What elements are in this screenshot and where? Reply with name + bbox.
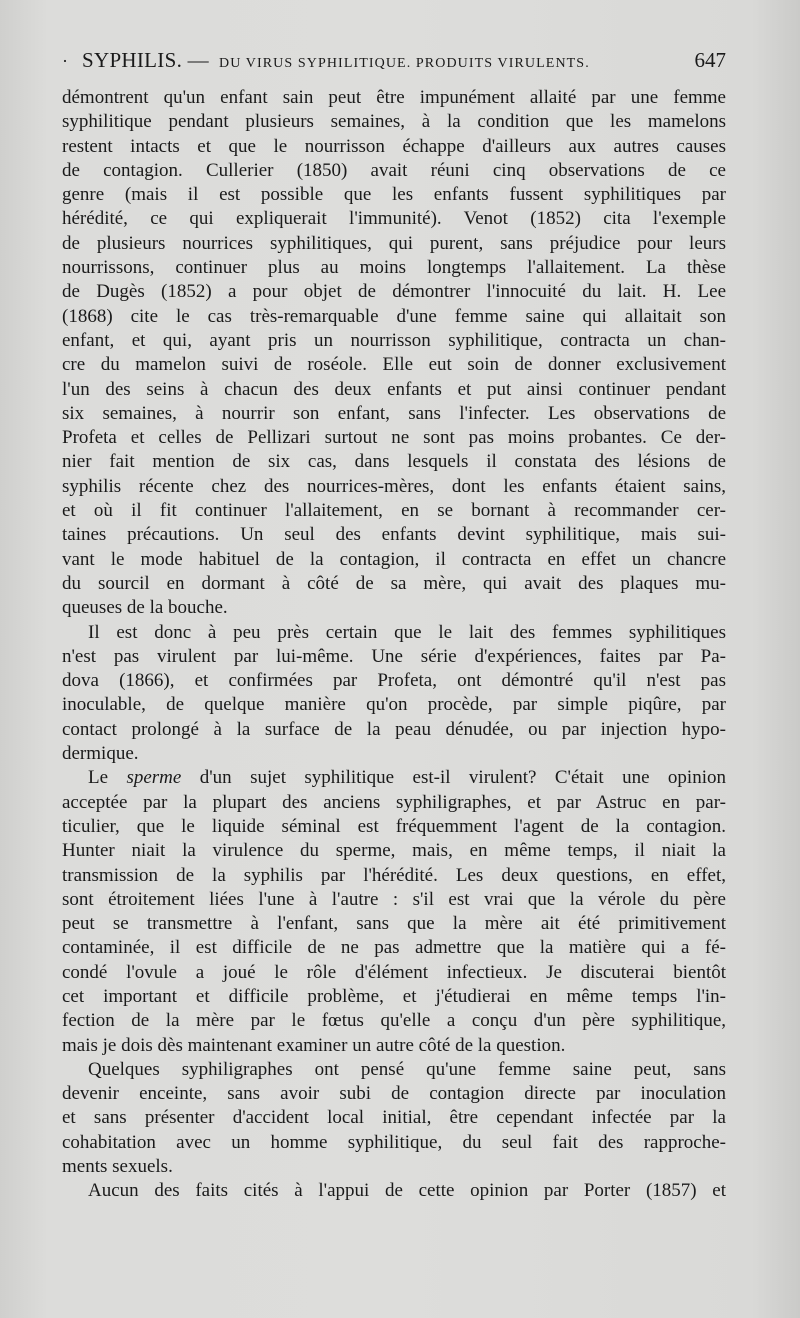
paragraph-1 — [62, 86, 726, 621]
text-line: du sourcil en dormant à côté de sa mère, qui avait des plaques mu- — [62, 572, 726, 594]
text-line: contaminée, il est difficile de ne pas admettre que la matière qui a fé- — [62, 937, 726, 959]
text-line: Quelques syphiligraphes ont pensé qu'une femme saine peut, sans — [88, 1058, 726, 1080]
text-line: n'est pas virulent par lui-même. Une série d'expériences, faites par Pa- — [62, 645, 726, 667]
text-run: Le — [88, 767, 127, 789]
text-line: enfant, et qui, ayant pris un nourrisson syphilitique, contracta un chan- — [62, 329, 726, 351]
emphasis-sperme: sperme — [126, 767, 182, 789]
text-line: nourrissons, continuer plus au moins longtemps l'allaitement. La thèse — [62, 257, 726, 279]
text-line: acceptée par la plupart des anciens syphiligraphes, et par Astruc en par- — [62, 791, 726, 813]
text-line: queuses de la bouche. — [62, 597, 228, 619]
text-line: Profeta et celles de Pellizari surtout ne sont pas moins probantes. Ce der- — [62, 427, 726, 449]
text-line: restent intacts et que le nourrisson échappe d'ailleurs aux autres causes — [62, 135, 726, 157]
text-line: transmission de la syphilis par l'hérédité. Les deux questions, en effet, — [62, 864, 726, 886]
text-line: condé l'ovule a joué le rôle d'élément infectieux. Je discuterai bientôt — [62, 961, 726, 983]
text-line: nier fait mention de six cas, dans lesquels il constata des lésions de — [62, 451, 726, 473]
text-line: de plusieurs nourrices syphilitiques, qui purent, sans préjudice pour leurs — [62, 232, 726, 254]
text-line: cohabitation avec un homme syphilitique, du seul fait des rapproche- — [62, 1131, 726, 1153]
text-line: dermique. — [62, 743, 139, 765]
text-line: et sans présenter d'accident local initial, être cependant infectée par la — [62, 1107, 726, 1129]
text-line: cre du mamelon suivi de roséole. Elle eut soin de donner exclusivement — [62, 354, 726, 376]
text-line: de Dugès (1852) a pour objet de démontrer l'innocuité du lait. H. Lee — [62, 281, 726, 303]
text-line: fection de la mère par le fœtus qu'elle a conçu d'un père syphilitique, — [62, 1010, 726, 1032]
header-section-title: DU VIRUS SYPHILITIQUE. PRODUITS VIRULENTS. — [218, 56, 590, 71]
text-line: inoculable, de quelque manière qu'on procède, par simple piqûre, par — [62, 694, 726, 716]
text-line: Hunter niait la virulence du sperme, mais, en même temps, il niait la — [62, 840, 726, 862]
text-line: syphilitique pendant plusieurs semaines, à la condition que les mamelons — [62, 111, 726, 133]
text-line: Aucun des faits cités à l'appui de cette opinion par Porter (1857) et — [88, 1180, 726, 1202]
text-line: devenir enceinte, sans avoir subi de contagion directe par inoculation — [62, 1083, 726, 1105]
text-line: sont étroitement liées l'une à l'autre : s'il est vrai que la vérole du père — [62, 888, 726, 910]
text-line: ticulier, que le liquide séminal est fréquemment l'agent de la contagion. — [62, 815, 726, 837]
text-line: dova (1866), et confirmées par Profeta, ont démontré qu'il n'est pas — [62, 670, 726, 692]
page-number: 647 — [694, 48, 726, 72]
text-run: d'un sujet syphilitique est-il virulent? C'était une opinion — [181, 767, 726, 789]
text-line: et où il fit continuer l'allaitement, en se bornant à recommander cer- — [62, 500, 726, 522]
text-line: peut se transmettre à l'enfant, sans que la mère ait été primitivement — [62, 913, 726, 935]
running-header — [62, 48, 726, 78]
text-line: ments sexuels. — [62, 1156, 173, 1178]
body-text — [62, 86, 726, 1204]
text-line: contact prolongé à la surface de la peau dénudée, ou par injection hypo- — [62, 718, 726, 740]
text-line: hérédité, ce qui expliquerait l'immunité). Venot (1852) cita l'exemple — [62, 208, 726, 230]
text-line: l'un des seins à chacun des deux enfants et put ainsi continuer pendant — [62, 378, 726, 400]
paragraph-4 — [62, 1058, 726, 1179]
header-bullet: · — [62, 51, 68, 71]
header-running-title: SYPHILIS. — — [82, 48, 209, 72]
text-line: syphilis récente chez des nourrices-mères, dont les enfants étaient sains, — [62, 475, 726, 497]
text-line: genre (mais il est possible que les enfants fussent syphilitiques par — [62, 184, 726, 206]
text-line: taines précautions. Un seul des enfants devint syphilitique, mais sui- — [62, 524, 726, 546]
text-line: Il est donc à peu près certain que le lait des femmes syphilitiques — [88, 621, 726, 643]
text-line: vant le mode habituel de la contagion, il contracta en effet un chancre — [62, 548, 726, 570]
text-line: six semaines, à nourrir son enfant, sans l'infecter. Les observations de — [62, 402, 726, 424]
paragraph-5 — [62, 1179, 726, 1203]
paragraph-2 — [62, 621, 726, 767]
text-line — [62, 766, 726, 790]
text-line: (1868) cite le cas très-remarquable d'une femme saine qui allaitait son — [62, 305, 726, 327]
text-line: cet important et difficile problème, et j'étudierai en même temps l'in- — [62, 985, 726, 1007]
text-line: de contagion. Cullerier (1850) avait réuni cinq observations de ce — [62, 159, 726, 181]
text-line: démontrent qu'un enfant sain peut être impunément allaité par une femme — [62, 87, 726, 108]
paragraph-3 — [62, 766, 726, 1058]
text-line: mais je dois dès maintenant examiner un autre côté de la question. — [62, 1034, 566, 1056]
